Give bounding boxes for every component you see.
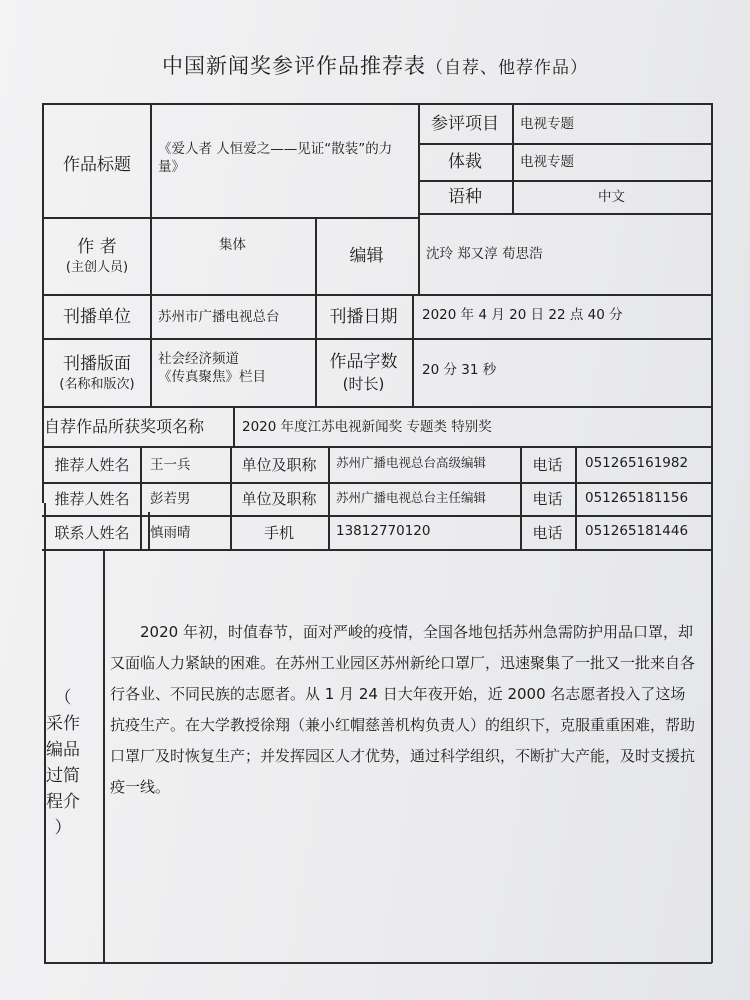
col-line xyxy=(233,406,235,446)
date-value: 2020 年 4 月 20 日 22 点 40 分 xyxy=(422,306,623,323)
language-label: 语种 xyxy=(448,187,482,208)
section-value-cell xyxy=(158,340,315,396)
length-label: 作品字数 xyxy=(329,352,398,373)
recommender-2-phone-label: 电话 xyxy=(532,490,563,509)
recommender-1-unit: 苏州广播电视总台高级编辑 xyxy=(336,454,487,470)
recommender-1-name-label: 推荐人姓名 xyxy=(54,455,130,474)
col-line xyxy=(711,103,713,963)
col-line xyxy=(140,446,142,549)
author-label-cell xyxy=(44,219,150,294)
author-value: 集体 xyxy=(219,236,246,253)
editor-value: 沈玲 郑又淳 荀思浩 xyxy=(426,245,543,262)
award-value: 2020 年度江苏电视新闻奖 专题类 特别奖 xyxy=(242,418,492,435)
col-line xyxy=(328,446,330,549)
length-sublabel: (时长) xyxy=(342,375,385,394)
recommender-2-phone: 051265181156 xyxy=(585,489,689,506)
recommender-1-phone: 051265161982 xyxy=(585,454,689,471)
genre-value: 电视专题 xyxy=(520,154,574,171)
section-label-cell xyxy=(44,340,150,406)
publisher-value: 苏州市广播电视总台 xyxy=(158,308,280,325)
contact-phone-label: 电话 xyxy=(532,523,563,542)
contact-mobile-label: 手机 xyxy=(263,523,294,542)
genre-label: 体裁 xyxy=(448,152,482,173)
form-title-suffix: （自荐、他荐作品） xyxy=(426,58,588,78)
recommender-1-unit-label: 单位及职称 xyxy=(241,455,317,474)
section-value-program: 《传真聚焦》栏目 xyxy=(158,369,266,385)
col-line xyxy=(412,294,414,406)
row-line xyxy=(42,549,712,551)
contact-mobile: 13812770120 xyxy=(336,522,431,539)
section-value-channel: 社会经济频道 xyxy=(158,350,239,367)
col-line xyxy=(103,549,105,963)
editor-label: 编辑 xyxy=(349,246,384,267)
author-sublabel: (主创人员) xyxy=(65,260,129,276)
process-label: （ 采作 编品 过简 程介 ） xyxy=(46,688,80,838)
recommender-2-unit: 苏州广播电视总台主任编辑 xyxy=(336,489,487,505)
contact-name-label: 联系人姓名 xyxy=(54,523,130,542)
form-title-main: 中国新闻奖参评作品推荐表 xyxy=(162,54,426,78)
section-sublabel: (名称和版次) xyxy=(59,376,135,392)
language-value: 中文 xyxy=(598,189,625,206)
contact-phone: 051265181446 xyxy=(585,522,689,539)
length-value: 20 分 31 秒 xyxy=(422,361,497,378)
recommender-1-phone-label: 电话 xyxy=(532,455,563,474)
date-label: 刊播日期 xyxy=(329,306,398,327)
contact-name: 慎雨晴 xyxy=(150,524,191,541)
section-label: 刊播版面 xyxy=(63,353,131,374)
award-label: 自荐作品所获奖项名称 xyxy=(44,417,205,437)
work-title-label: 作品标题 xyxy=(63,154,131,175)
row-line xyxy=(44,962,712,964)
publisher-label: 刊播单位 xyxy=(63,306,131,327)
work-title-value: 《爱人者 人恒爱之——见证“散装”的力量》 xyxy=(158,141,393,176)
process-text: 2020 年初，时值春节，面对严峻的疫情，全国各地包括苏州急需防护用品口罩，却又面临人力紧缺的困难。在苏州工业园区苏州新纶口罩厂，迅速聚集了一批又一批来自各行各业、不同民族的志愿者。从 1 月 24 日大年夜开始，近 2000 名志愿者投入了这场抗疫生产。在大学教授徐翔（兼小红帽慈善机构负责人）的组织下，克服重重困难，帮助口罩厂及时恢复生产；并发挥园区人才优势，通过科学组织，不断扩大产能，及时支援抗疫一线。 xyxy=(110,623,696,796)
category-value: 电视专题 xyxy=(520,115,574,132)
category-label: 参评项目 xyxy=(431,113,499,134)
recommender-2-name-label: 推荐人姓名 xyxy=(54,490,130,509)
col-line xyxy=(575,446,577,549)
recommender-1-name: 王一兵 xyxy=(150,456,191,473)
recommender-2-unit-label: 单位及职称 xyxy=(241,490,317,509)
recommender-2-name: 彭若男 xyxy=(150,491,191,508)
row-line xyxy=(418,213,712,215)
length-label-cell xyxy=(315,340,412,406)
author-label: 作 者 xyxy=(77,237,117,258)
